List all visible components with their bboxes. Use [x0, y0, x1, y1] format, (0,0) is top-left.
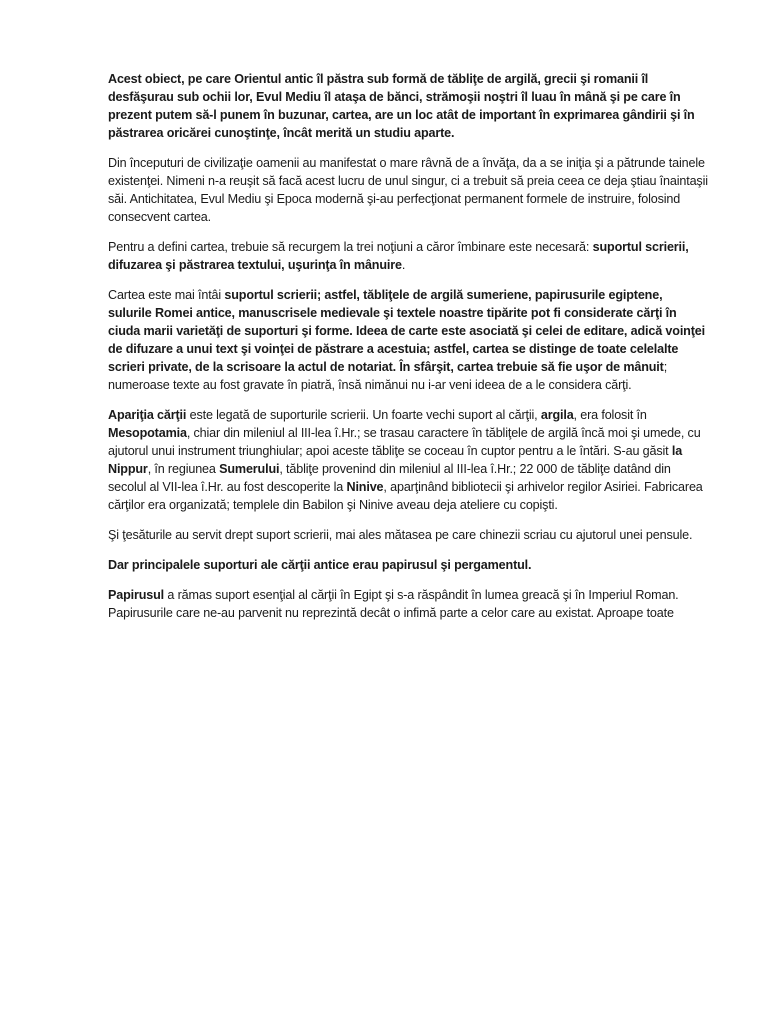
- papyrus-text-1: a rămas suport esenţial al cărţii în Egipt şi s-a răspândit în lumea greacă şi în Imperiul Roman. Papirusurile care ne-au parvenit nu reprezintă decât o infimă parte a celor care au existat. Aproape toate: [108, 588, 679, 620]
- paragraph-beginnings-text: Din începuturi de civilizaţie oamenii au manifestat o mare râvnă de a învăţa, da a se iniţia şi a pătrunde tainele existenţei. Nimeni n-a reuşit să facă acest lucru de unul singur, ci a trebuit să preia ceea ce deja ştiau înaintaşii săi. Antichitatea, Evul Mediu şi Epoca modernă şi-au perfecţionat permanent formele de instruire, folosind consecvent cartea.: [108, 156, 708, 224]
- paragraph-papyrus: [108, 586, 708, 622]
- definition-text-1: Pentru a defini cartea, trebuie să recurgem la trei noţiuni a căror îmbinare este necesară:: [108, 240, 593, 254]
- paragraph-main-supports: [108, 556, 708, 574]
- appearance-bold-1: Apariţia cărţii: [108, 408, 187, 422]
- support-text-1: Cartea este mai întâi: [108, 288, 225, 302]
- appearance-text-4: , în regiunea: [147, 462, 220, 476]
- appearance-text-5: , tăbliţe provenind din mileniul al III-lea î.Hr.; 22 000 de tăbliţe datând din secolul al VII-lea î.Hr. au fost descoperite la: [108, 462, 671, 494]
- paragraph-intro-text: Acest obiect, pe care Orientul antic îl păstra sub formă de tăbliţe de argilă, grecii şi romanii îl desfăşurau sub ochii lor, Evul Mediu îl ataşa de bănci, strămoşii noştri îl luau în mână şi pe care în prezent putem să-l punem în buzunar, cartea, are un loc atât de important în exprimarea gândirii şi în păstrarea oricărei cunoştinţe, încât merită un studiu aparte.: [108, 72, 695, 140]
- definition-bold-1: suportul scrierii, difuzarea şi păstrarea textului, uşurinţa în mânuire: [108, 240, 689, 272]
- appearance-text-3: , chiar din mileniul al III-lea î.Hr.; se trasau caractere în tăbliţele de argilă încă moi şi umede, cu ajutorul unui instrument triunghiular; apoi aceste tăbliţe se coceau în cuptor pentru a le întări. S-au găsit: [108, 426, 701, 458]
- definition-text-2: .: [401, 258, 406, 272]
- paragraph-textiles: [108, 526, 708, 544]
- appearance-text-2: , era folosit în: [573, 408, 647, 422]
- paragraph-intro: [108, 70, 708, 142]
- support-bold-1: suportul scrierii; astfel, tăbliţele de argilă sumeriene, papirusurile egiptene, sulurile Romei antice, manuscrisele medievale şi textele noastre tipărite pot fi considerate cărţi în ciuda marii varietăţi de suporturi şi forme. Ideea de carte este asociată şi celei de editare, adică voinţei de difuzare a unui text şi voinţei de păstrare a acestuia; astfel, cartea se distinge de toate celelalte scrieri private, de la scrisoare la actul de notariat. În sfârşit,: [108, 288, 705, 374]
- appearance-bold-2: argila: [540, 408, 574, 422]
- paragraph-textiles-text: Şi ţesăturile au servit drept suport scrierii, mai ales mătasea pe care chinezii scriau cu ajutorul unei pensule.: [108, 528, 693, 542]
- appearance-bold-5: Sumerului: [219, 462, 280, 476]
- document-page: [108, 70, 708, 634]
- appearance-text-1: este legată de suporturile scrierii. Un foarte vechi suport al cărţii,: [186, 408, 541, 422]
- appearance-bold-4: la Nippur: [108, 444, 683, 476]
- papyrus-bold-1: Papirusul: [108, 588, 165, 602]
- appearance-bold-6: Ninive: [346, 480, 384, 494]
- paragraph-main-supports-text: Dar principalele suporturi ale cărţii antice erau papirusul şi pergamentul.: [108, 558, 532, 572]
- paragraph-support: [108, 286, 708, 394]
- support-bold-2: cartea trebuie să fie uşor de mânuit: [457, 360, 664, 374]
- appearance-bold-3: Mesopotamia: [108, 426, 187, 440]
- paragraph-beginnings: [108, 154, 708, 226]
- appearance-text-6: , aparţinând bibliotecii şi arhivelor regilor Asiriei. Fabricarea cărţilor era organizată; templele din Babilon şi Ninive aveau deja ateliere cu copişti.: [108, 480, 703, 512]
- paragraph-definition: [108, 238, 708, 274]
- paragraph-appearance: [108, 406, 708, 514]
- support-text-2: ; numeroase texte au fost gravate în piatră, însă nimănui nu i-ar veni ideea de a le considera cărţi.: [108, 360, 668, 392]
